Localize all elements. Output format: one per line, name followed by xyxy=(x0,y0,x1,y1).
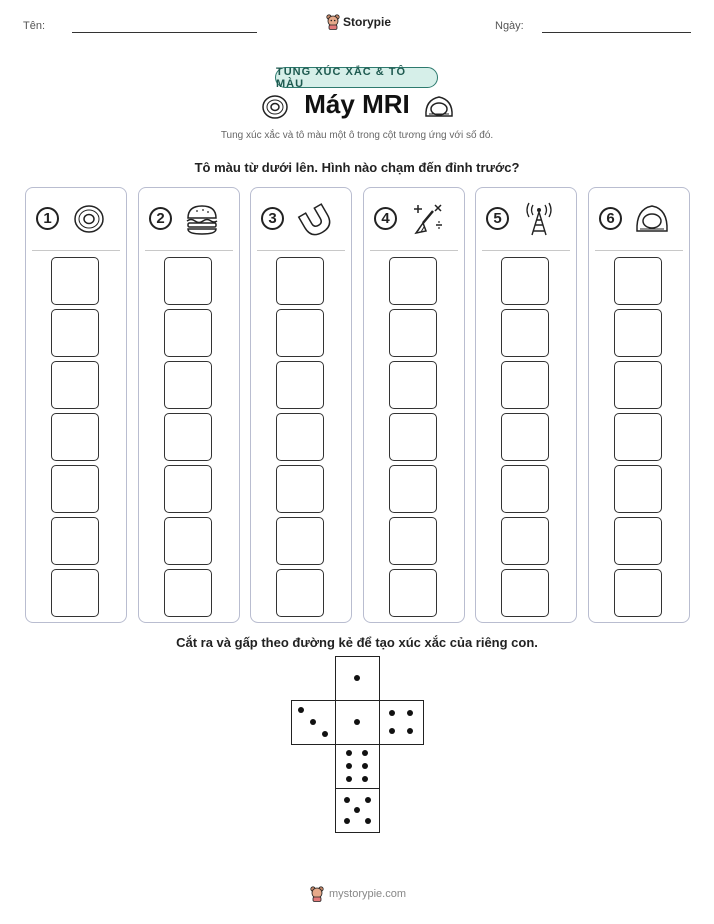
dice-pip xyxy=(354,719,360,725)
name-label: Tên: xyxy=(23,20,46,32)
bear-icon xyxy=(326,14,340,30)
dice-pip xyxy=(365,818,371,824)
mri-machine-icon xyxy=(633,201,671,237)
color-box[interactable] xyxy=(501,569,549,617)
dice-face-1 xyxy=(335,700,380,745)
dice-column-4 xyxy=(363,187,465,623)
color-box[interactable] xyxy=(276,413,324,461)
color-box[interactable] xyxy=(164,465,212,513)
dice-pip xyxy=(407,728,413,734)
color-box[interactable] xyxy=(614,465,662,513)
color-box[interactable] xyxy=(164,257,212,305)
column-divider xyxy=(370,250,458,251)
dice-pip xyxy=(365,797,371,803)
color-box[interactable] xyxy=(51,309,99,357)
color-box[interactable] xyxy=(51,257,99,305)
dice-pip xyxy=(389,710,395,716)
dice-pip xyxy=(389,728,395,734)
column-number: 3 xyxy=(261,207,284,230)
color-box[interactable] xyxy=(164,569,212,617)
dice-pip xyxy=(322,731,328,737)
page-title: Máy MRI xyxy=(304,89,410,119)
dice-pip xyxy=(407,710,413,716)
dice-pip xyxy=(298,707,304,713)
dice-instruction: Cắt ra và gấp theo đường kẻ để tạo xúc xắc của riêng con. xyxy=(176,635,538,650)
dice-pip xyxy=(362,776,368,782)
dice-face-4 xyxy=(379,700,424,745)
dice-face-6 xyxy=(335,744,380,789)
column-divider xyxy=(257,250,345,251)
color-box[interactable] xyxy=(389,413,437,461)
dice-pip xyxy=(362,750,368,756)
name-line xyxy=(72,32,257,33)
color-box[interactable] xyxy=(164,413,212,461)
color-box[interactable] xyxy=(164,361,212,409)
footer xyxy=(310,886,406,902)
dice-pip xyxy=(354,675,360,681)
brand-name: Storypie xyxy=(343,15,392,29)
color-box[interactable] xyxy=(276,309,324,357)
dice-column-5 xyxy=(475,187,577,623)
column-divider xyxy=(595,250,683,251)
dice-face-1 xyxy=(335,656,380,701)
color-box[interactable] xyxy=(614,569,662,617)
dice-column-3 xyxy=(250,187,352,623)
color-box[interactable] xyxy=(276,517,324,565)
color-box[interactable] xyxy=(501,413,549,461)
dice-face-3 xyxy=(291,700,336,745)
color-box[interactable] xyxy=(389,569,437,617)
color-box[interactable] xyxy=(614,309,662,357)
column-divider xyxy=(482,250,570,251)
mri-machine-icon xyxy=(423,94,455,120)
color-box[interactable] xyxy=(51,569,99,617)
coloring-instruction: Tô màu từ dưới lên. Hình nào chạm đến đỉnh trước? xyxy=(194,160,520,175)
color-box[interactable] xyxy=(389,257,437,305)
color-box[interactable] xyxy=(389,517,437,565)
bear-icon xyxy=(310,886,324,902)
color-box[interactable] xyxy=(164,517,212,565)
antenna-tower-icon xyxy=(520,201,558,237)
column-divider xyxy=(145,250,233,251)
brand-logo xyxy=(326,14,391,30)
color-box[interactable] xyxy=(614,257,662,305)
color-box[interactable] xyxy=(276,257,324,305)
color-box[interactable] xyxy=(614,413,662,461)
color-box[interactable] xyxy=(614,517,662,565)
dice-pip xyxy=(354,807,360,813)
color-box[interactable] xyxy=(276,569,324,617)
column-number: 5 xyxy=(486,207,509,230)
column-number: 1 xyxy=(36,207,59,230)
dice-column-2 xyxy=(138,187,240,623)
dice-pip xyxy=(346,763,352,769)
magnet-icon xyxy=(295,201,333,237)
dice-pip xyxy=(362,763,368,769)
dice-pip xyxy=(346,776,352,782)
column-number: 6 xyxy=(599,207,622,230)
color-box[interactable] xyxy=(501,361,549,409)
dice-column-6 xyxy=(588,187,690,623)
date-label: Ngày: xyxy=(495,20,524,32)
color-box[interactable] xyxy=(389,465,437,513)
activity-badge: TUNG XÚC XẮC & TÔ MÀU xyxy=(275,67,438,88)
color-box[interactable] xyxy=(51,465,99,513)
dice-pip xyxy=(344,797,350,803)
color-box[interactable] xyxy=(276,465,324,513)
color-box[interactable] xyxy=(51,517,99,565)
color-box[interactable] xyxy=(389,361,437,409)
color-box[interactable] xyxy=(501,465,549,513)
color-box[interactable] xyxy=(614,361,662,409)
donut-icon xyxy=(70,201,108,237)
footer-url[interactable]: mystorypie.com xyxy=(329,888,407,900)
column-number: 2 xyxy=(149,207,172,230)
column-divider xyxy=(32,250,120,251)
color-box[interactable] xyxy=(51,413,99,461)
burger-icon xyxy=(183,201,221,237)
color-box[interactable] xyxy=(501,517,549,565)
dice-pip xyxy=(346,750,352,756)
color-box[interactable] xyxy=(389,309,437,357)
dice-face-5 xyxy=(335,788,380,833)
dice-pip xyxy=(344,818,350,824)
color-box[interactable] xyxy=(164,309,212,357)
color-box[interactable] xyxy=(51,361,99,409)
color-box[interactable] xyxy=(501,309,549,357)
date-line xyxy=(542,32,691,33)
dice-column-1 xyxy=(25,187,127,623)
color-box[interactable] xyxy=(276,361,324,409)
dice-pip xyxy=(310,719,316,725)
math-brush-icon xyxy=(408,201,446,237)
color-box[interactable] xyxy=(501,257,549,305)
column-number: 4 xyxy=(374,207,397,230)
page-subtitle: Tung xúc xắc và tô màu một ô trong cột tương ứng với số đó. xyxy=(220,130,494,141)
